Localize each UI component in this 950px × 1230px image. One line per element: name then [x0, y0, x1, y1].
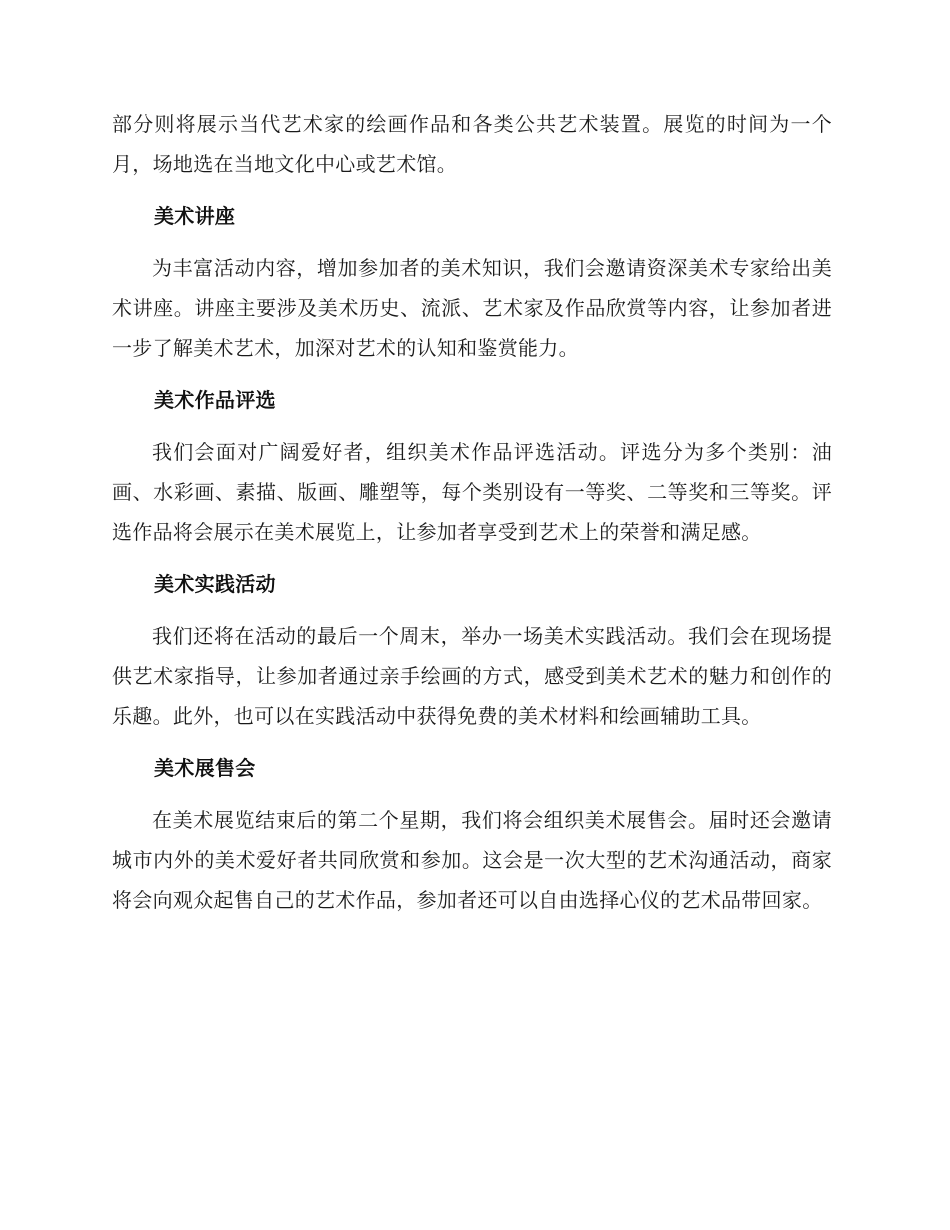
section-paragraph: 我们会面对广阔爱好者，组织美术作品评选活动。评选分为多个类别：油画、水彩画、素描、版画、雕塑等，每个类别设有一等奖、二等奖和三等奖。评选作品将会展示在美术展览上，让参加者享受到艺术上的荣誉和满足感。 [112, 440, 832, 544]
section-paragraph: 为丰富活动内容，增加参加者的美术知识，我们会邀请资深美术专家给出美术讲座。讲座主要涉及美术历史、流派、艺术家及作品欣赏等内容，让参加者进一步了解美术艺术，加深对艺术的认知和鉴赏能力。 [112, 256, 832, 360]
section-art-lecture [112, 196, 832, 368]
document-body [112, 104, 832, 920]
section-paragraph: 在美术展览结束后的第二个星期，我们将会组织美术展售会。届时还会邀请城市内外的美术爱好者共同欣赏和参加。这会是一次大型的艺术沟通活动，商家将会向观众起售自己的艺术作品，参加者还可以自由选择心仪的艺术品带回家。 [112, 808, 832, 912]
section-heading: 美术作品评选 [154, 388, 276, 412]
intro-paragraph: 部分则将展示当代艺术家的绘画作品和各类公共艺术装置。展览的时间为一个月，场地选在当地文化中心或艺术馆。 [112, 112, 832, 176]
section-heading: 美术展售会 [154, 756, 256, 780]
section-heading: 美术讲座 [154, 204, 236, 228]
section-art-practice [112, 564, 832, 736]
section-art-sale-fair [112, 748, 832, 920]
section-paragraph: 我们还将在活动的最后一个周末，举办一场美术实践活动。我们会在现场提供艺术家指导，让参加者通过亲手绘画的方式，感受到美术艺术的魅力和创作的乐趣。此外，也可以在实践活动中获得免费的美术材料和绘画辅助工具。 [112, 624, 832, 728]
section-artwork-selection [112, 380, 832, 552]
section-heading: 美术实践活动 [154, 572, 276, 596]
